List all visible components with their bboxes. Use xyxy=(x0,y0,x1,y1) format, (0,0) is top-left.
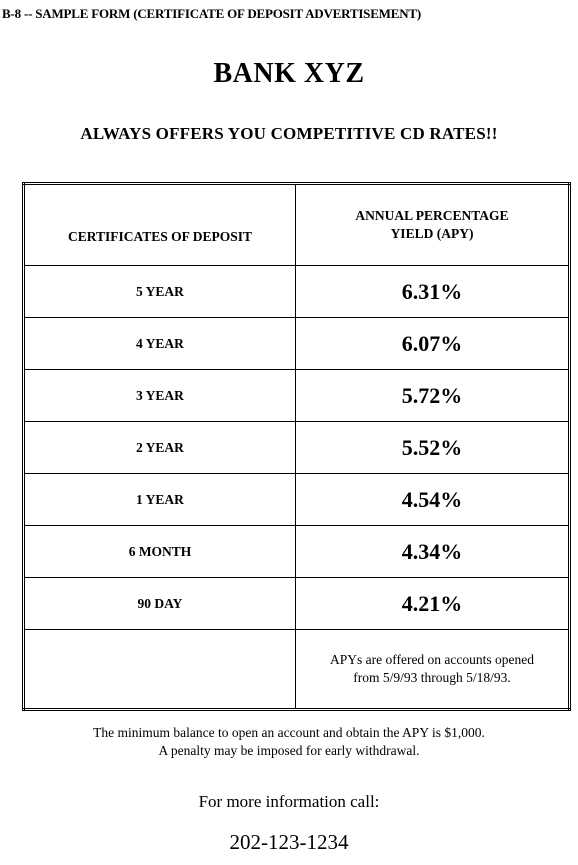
apy-column-header-line2: YIELD (APY) xyxy=(390,226,474,241)
term-cell: 4 YEAR xyxy=(24,318,296,370)
term-cell: 2 YEAR xyxy=(24,422,296,474)
disclosures xyxy=(0,724,578,760)
apy-footnote-line1: APYs are offered on accounts opened xyxy=(329,652,535,667)
term-column-header xyxy=(24,184,296,266)
apy-cell: 4.21% xyxy=(296,578,570,630)
table-footnote-row xyxy=(24,630,570,710)
table-header-row xyxy=(24,184,570,266)
table-row xyxy=(24,474,570,526)
table-row xyxy=(24,422,570,474)
min-balance-note: The minimum balance to open an account and obtain the APY is $1,000. xyxy=(93,725,485,740)
apy-cell: 4.54% xyxy=(296,474,570,526)
penalty-note: A penalty may be imposed for early withdrawal. xyxy=(158,743,420,758)
apy-column-header xyxy=(296,184,570,266)
term-cell: 6 MONTH xyxy=(24,526,296,578)
apy-cell: 5.52% xyxy=(296,422,570,474)
table-row xyxy=(24,370,570,422)
apy-footnote-line2: from 5/9/93 through 5/18/93. xyxy=(353,670,511,685)
contact-prompt: For more information call: xyxy=(198,792,380,811)
apy-cell: 6.07% xyxy=(296,318,570,370)
tagline: ALWAYS OFFERS YOU COMPETITIVE CD RATES!! xyxy=(80,124,498,143)
form-label: B-8 -- SAMPLE FORM (CERTIFICATE OF DEPOSIT ADVERTISEMENT) xyxy=(2,6,422,21)
cd-rates-table xyxy=(22,182,571,711)
table-row xyxy=(24,266,570,318)
apy-cell: 6.31% xyxy=(296,266,570,318)
apy-footnote xyxy=(296,630,570,710)
term-cell: 3 YEAR xyxy=(24,370,296,422)
apy-cell: 5.72% xyxy=(296,370,570,422)
phone-number: 202-123-1234 xyxy=(229,830,349,854)
term-cell: 90 DAY xyxy=(24,578,296,630)
apy-column-header-line1: ANNUAL PERCENTAGE xyxy=(355,208,509,223)
apy-cell: 4.34% xyxy=(296,526,570,578)
term-column-header-label: CERTIFICATES OF DEPOSIT xyxy=(67,229,253,244)
term-cell: 1 YEAR xyxy=(24,474,296,526)
term-cell: 5 YEAR xyxy=(24,266,296,318)
table-row xyxy=(24,578,570,630)
empty-cell xyxy=(24,630,296,710)
table-row xyxy=(24,318,570,370)
bank-name: BANK XYZ xyxy=(213,58,365,89)
table-row xyxy=(24,526,570,578)
